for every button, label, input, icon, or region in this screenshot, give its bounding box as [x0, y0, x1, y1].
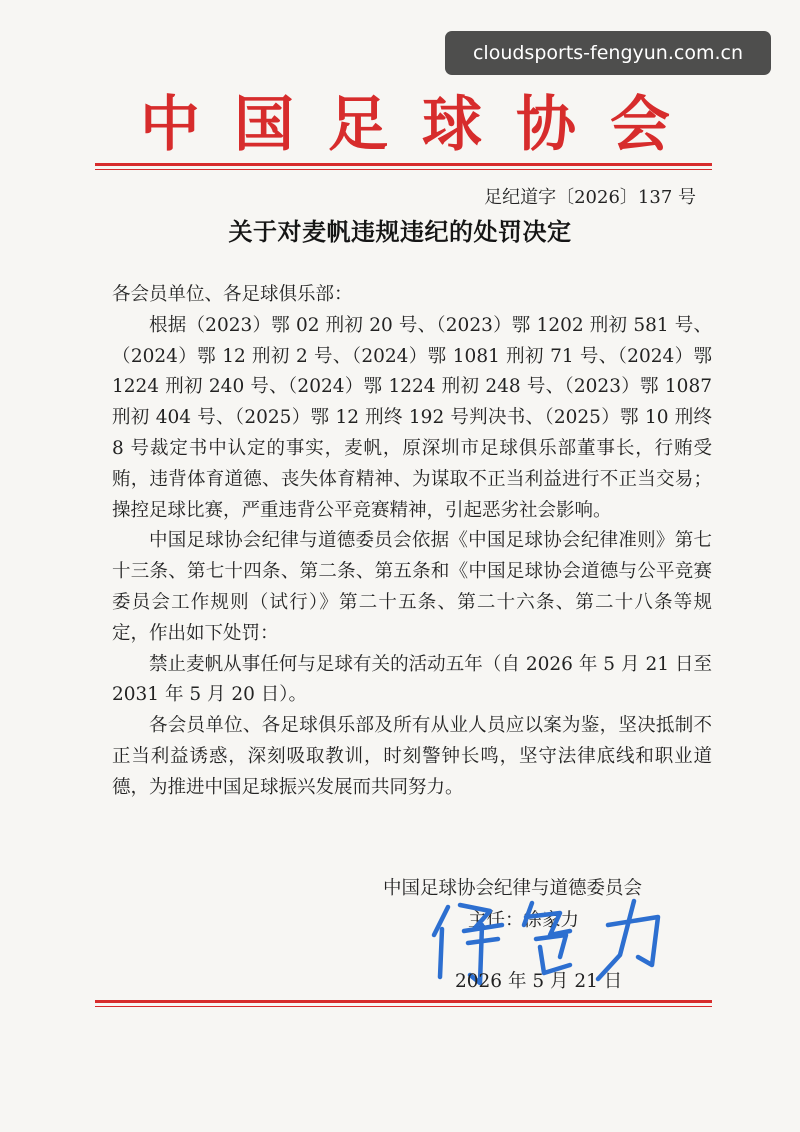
masthead-char: 中 — [140, 90, 200, 160]
document-body — [112, 280, 712, 804]
masthead-char: 协 — [516, 90, 576, 160]
body-paragraph: 中国足球协会纪律与道德委员会依据《中国足球协会纪律准则》第七十三条、第七十四条、第二条、第五条和《中国足球协会道德与公平竞赛委员会工作规则（试行）》第二十五条、第二十六条、第二十八条等规定，作出如下处罚： — [112, 530, 712, 644]
masthead — [140, 80, 670, 160]
body-paragraph: 禁止麦帆从事任何与足球有关的活动五年（自 2026 年 5 月 21 日至 2031 年 5 月 20 日）。 — [112, 653, 712, 706]
document-title: 关于对麦帆违规违纪的处罚决定 — [228, 217, 572, 246]
document-number: 足纪道字〔2026〕137 号 — [484, 187, 696, 208]
masthead-char: 球 — [422, 90, 482, 160]
footer-rule-thin — [95, 1006, 712, 1007]
masthead-char: 国 — [234, 90, 294, 160]
director-line: 主任：徐家力 — [468, 910, 580, 931]
footer-rule-thick — [95, 1000, 712, 1003]
masthead-char: 足 — [328, 90, 388, 160]
watermark-badge: cloudsports-fengyun.com.cn — [445, 31, 771, 75]
body-paragraph: 各会员单位、各足球俱乐部及所有从业人员应以案为鉴，坚决抵制不正当利益诱惑，深刻吸取教训，时刻警钟长鸣，坚守法律底线和职业道德，为推进中国足球振兴发展而共同努力。 — [112, 715, 712, 798]
masthead-rule-thin — [95, 169, 712, 170]
signing-organization: 中国足球协会纪律与道德委员会 — [383, 878, 643, 899]
salutation: 各会员单位、各足球俱乐部： — [112, 284, 353, 305]
issue-date: 2026 年 5 月 21 日 — [455, 971, 623, 992]
masthead-char: 会 — [610, 90, 670, 160]
body-paragraph: 根据（2023）鄂 02 刑初 20 号、（2023）鄂 1202 刑初 581 号、（2024）鄂 12 刑初 2 号、（2024）鄂 1081 刑初 71 号、（2024）鄂 1224 刑初 240 号、（2024）鄂 1224 刑初 248 号、（2023）鄂 1087 刑初 404 号、（2025）鄂 12 刑终 192 号判决书、（2025）鄂 10 刑终 8 号裁定书中认定的事实，麦帆，原深圳市足球俱乐部董事长，行贿受贿，违背体育道德、丧失体育精神、为谋取不正当利益进行不正当交易；操控足球比赛，严重违背公平竞赛精神，引起恶劣社会影响。 — [112, 314, 712, 521]
masthead-rule-thick — [95, 163, 712, 166]
